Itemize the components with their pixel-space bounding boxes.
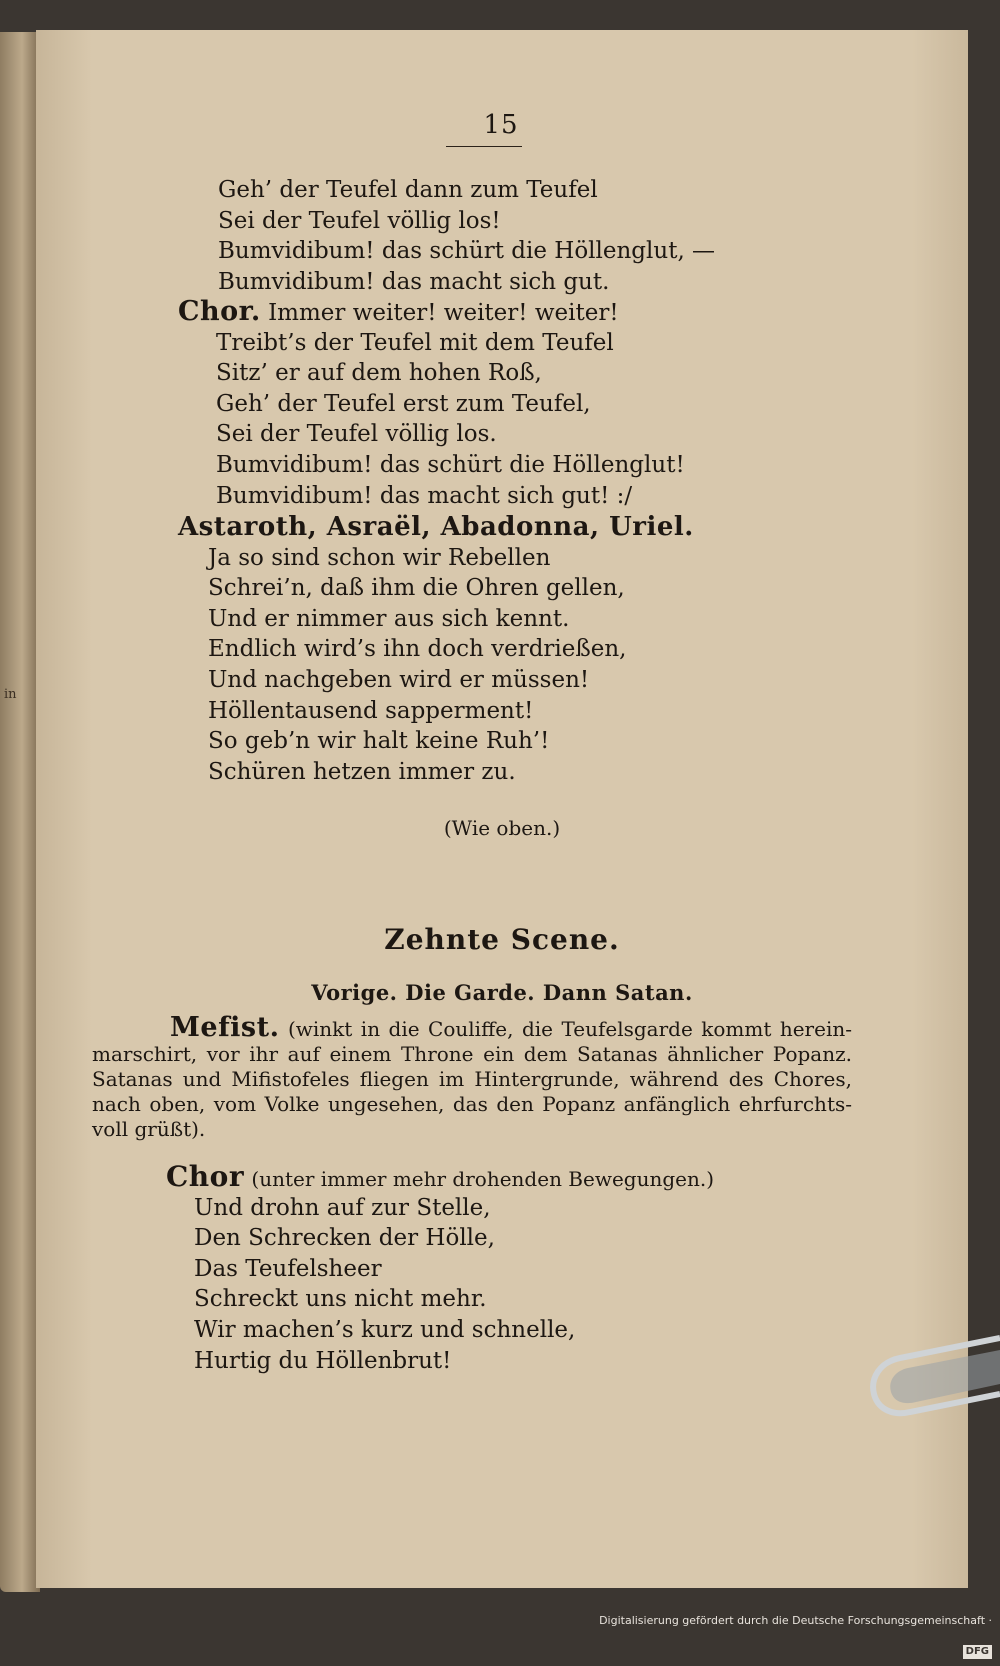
scene-characters: Vorige. Die Garde. Dann Satan.	[311, 980, 693, 1005]
verse-line: Sitz’ er auf dem hohen Roß,	[216, 360, 542, 387]
page-number: 15	[483, 110, 519, 140]
verse-line: Treibt’s der Teufel mit dem Teufel	[216, 329, 614, 356]
verse-line: So geb’n wir halt keine Ruh’!	[208, 728, 550, 755]
verse-line: Immer weiter! weiter! weiter!	[268, 300, 619, 326]
speaker-name: Mefist.	[170, 1012, 280, 1043]
page-clip	[860, 1330, 1000, 1420]
adjacent-page-edge	[0, 32, 40, 1592]
verse-line: Hurtig du Höllenbrut!	[194, 1347, 452, 1374]
verse-line: Höllentausend sapperment!	[208, 697, 534, 724]
stage-direction: (winkt in die Couliffe, die Teufelsgarde kommt herein- marschirt, vor ihr auf einem Throne ein dem Satanas ähnlicher Popanz. Satanas und Mifistofeles fliegen im Hintergrunde, während des Chores, nach oben, vom Volke ungesehen, das den Popanz anfänglich ehrfurchts- voll grüßt).	[92, 1017, 852, 1141]
verse-line: Bumvidibum! das schürt die Höllenglut, —	[218, 238, 716, 265]
verse-line: Und nachgeben wird er müssen!	[208, 666, 590, 693]
verse-line: Endlich wird’s ihn doch verdrießen,	[208, 636, 627, 663]
verse-line: Das Teufelsheer	[194, 1255, 382, 1282]
chorus-block-2	[166, 1162, 714, 1376]
dfg-logo: DFG	[963, 1645, 992, 1659]
verse-line: Schüren hetzen immer zu.	[208, 758, 516, 785]
verse-line: Schreckt uns nicht mehr.	[194, 1286, 487, 1313]
stage-direction: (unter immer mehr drohenden Bewegungen.)	[251, 1167, 715, 1191]
speaker-name: Chor.	[178, 296, 261, 327]
adjacent-page-text: in	[4, 687, 17, 702]
verse-line: Schrei’n, daß ihm die Ohren gellen,	[208, 575, 625, 602]
stage-direction: (Wie oben.)	[443, 816, 561, 840]
scene-title: Zehnte Scene.	[384, 923, 620, 956]
chorus-block-1	[178, 297, 685, 511]
verse-line: Bumvidibum! das schürt die Höllenglut!	[216, 451, 685, 478]
verse-line: Geh’ der Teufel erst zum Teufel,	[216, 390, 591, 417]
page-number-rule	[446, 146, 522, 147]
book-page	[36, 30, 968, 1588]
digitization-footer	[572, 1606, 992, 1657]
verse-line: Wir machen’s kurz und schnelle,	[194, 1316, 576, 1343]
verse-line: Sei der Teufel völlig los.	[216, 421, 497, 448]
mefist-direction-block	[92, 1012, 852, 1142]
verse-line: Ja so sind schon wir Rebellen	[208, 544, 551, 571]
footer-text: Digitalisierung gefördert durch die Deutsche Forschungsgemeinschaft ·	[599, 1614, 992, 1627]
verse-line: Den Schrecken der Hölle,	[194, 1225, 495, 1252]
verse-line: Bumvidibum! das macht sich gut.	[218, 268, 610, 295]
group-block	[178, 512, 694, 787]
verse-line: Geh’ der Teufel dann zum Teufel	[218, 177, 598, 203]
verse-line: Und er nimmer aus sich kennt.	[208, 605, 570, 632]
speaker-name: Astaroth, Asraël, Abadonna, Uriel.	[178, 512, 694, 542]
verse-line: Bumvidibum! das macht sich gut! :/	[216, 482, 633, 509]
verse-opening	[218, 175, 715, 297]
verse-line: Und drohn auf zur Stelle,	[194, 1194, 491, 1221]
speaker-name: Chor	[166, 1160, 245, 1193]
verse-line: Sei der Teufel völlig los!	[218, 207, 501, 234]
